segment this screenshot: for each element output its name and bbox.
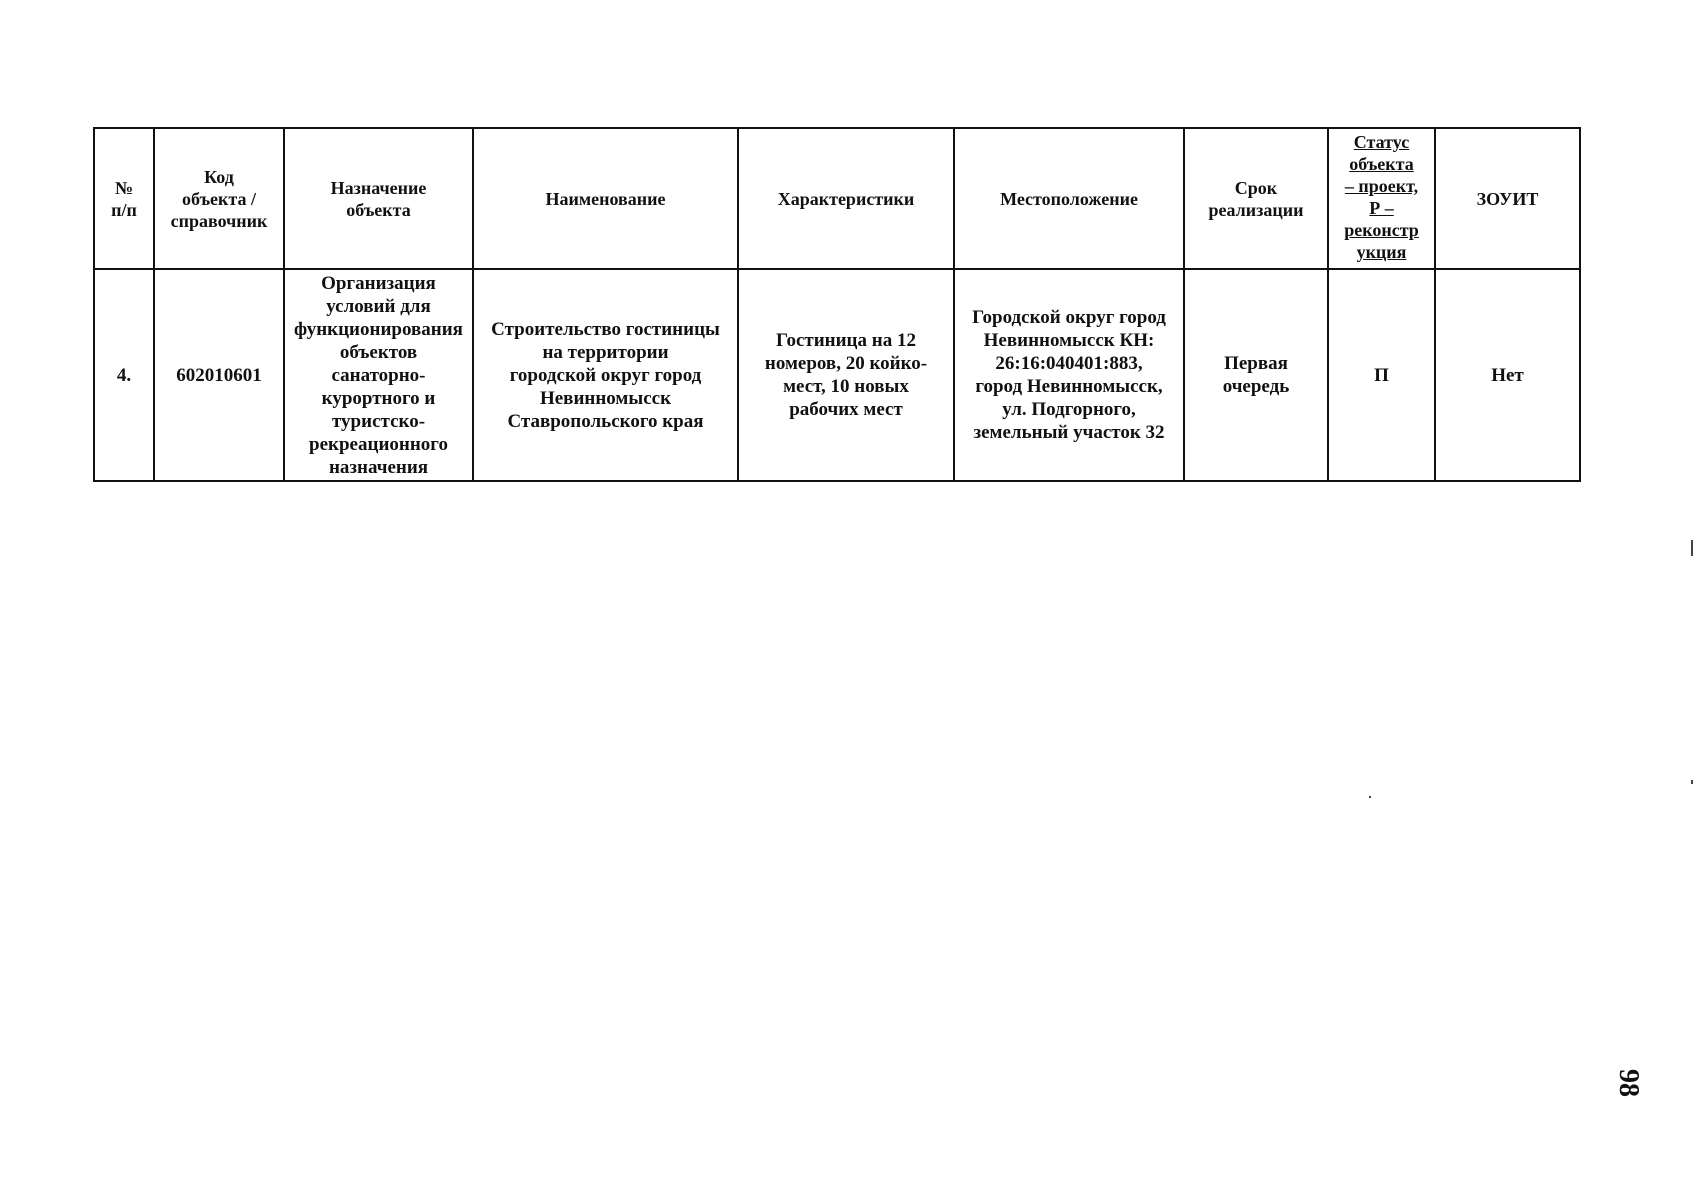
header-term: Срок реализации bbox=[1184, 128, 1328, 269]
cell-term: Первая очередь bbox=[1184, 269, 1328, 481]
header-purpose: Назначение объекта bbox=[284, 128, 473, 269]
header-status bbox=[1328, 128, 1435, 269]
cell-zouit: Нет bbox=[1435, 269, 1580, 481]
objects-table bbox=[93, 127, 1581, 482]
cell-purpose: Организация условий для функционирования объектов санаторно- курортного и туристско- рекреационного назначения bbox=[284, 269, 473, 481]
scan-speck bbox=[1369, 796, 1371, 798]
header-code: Код объекта / справочник bbox=[154, 128, 284, 269]
cell-name: Строительство гостиницы на территории городской округ город Невинномысск Ставропольского края bbox=[473, 269, 738, 481]
header-zouit: ЗОУИТ bbox=[1435, 128, 1580, 269]
header-status-text: Статус объекта – проект, Р – реконстр укция bbox=[1344, 132, 1419, 262]
header-characteristics: Характеристики bbox=[738, 128, 954, 269]
scan-speck bbox=[1691, 780, 1693, 784]
cell-code: 602010601 bbox=[154, 269, 284, 481]
cell-location: Городской округ город Невинномысск КН: 26:16:040401:883, город Невинномысск, ул. Подгорного, земельный участок 32 bbox=[954, 269, 1184, 481]
cell-status: П bbox=[1328, 269, 1435, 481]
table-header-row bbox=[94, 128, 1580, 269]
header-num: № п/п bbox=[94, 128, 154, 269]
cell-characteristics: Гостиница на 12 номеров, 20 койко- мест, 10 новых рабочих мест bbox=[738, 269, 954, 481]
scan-speck bbox=[1691, 540, 1693, 556]
table-row bbox=[94, 269, 1580, 481]
cell-num: 4. bbox=[94, 269, 154, 481]
header-location: Местоположение bbox=[954, 128, 1184, 269]
page-number: 98 bbox=[1613, 1069, 1644, 1097]
header-name: Наименование bbox=[473, 128, 738, 269]
